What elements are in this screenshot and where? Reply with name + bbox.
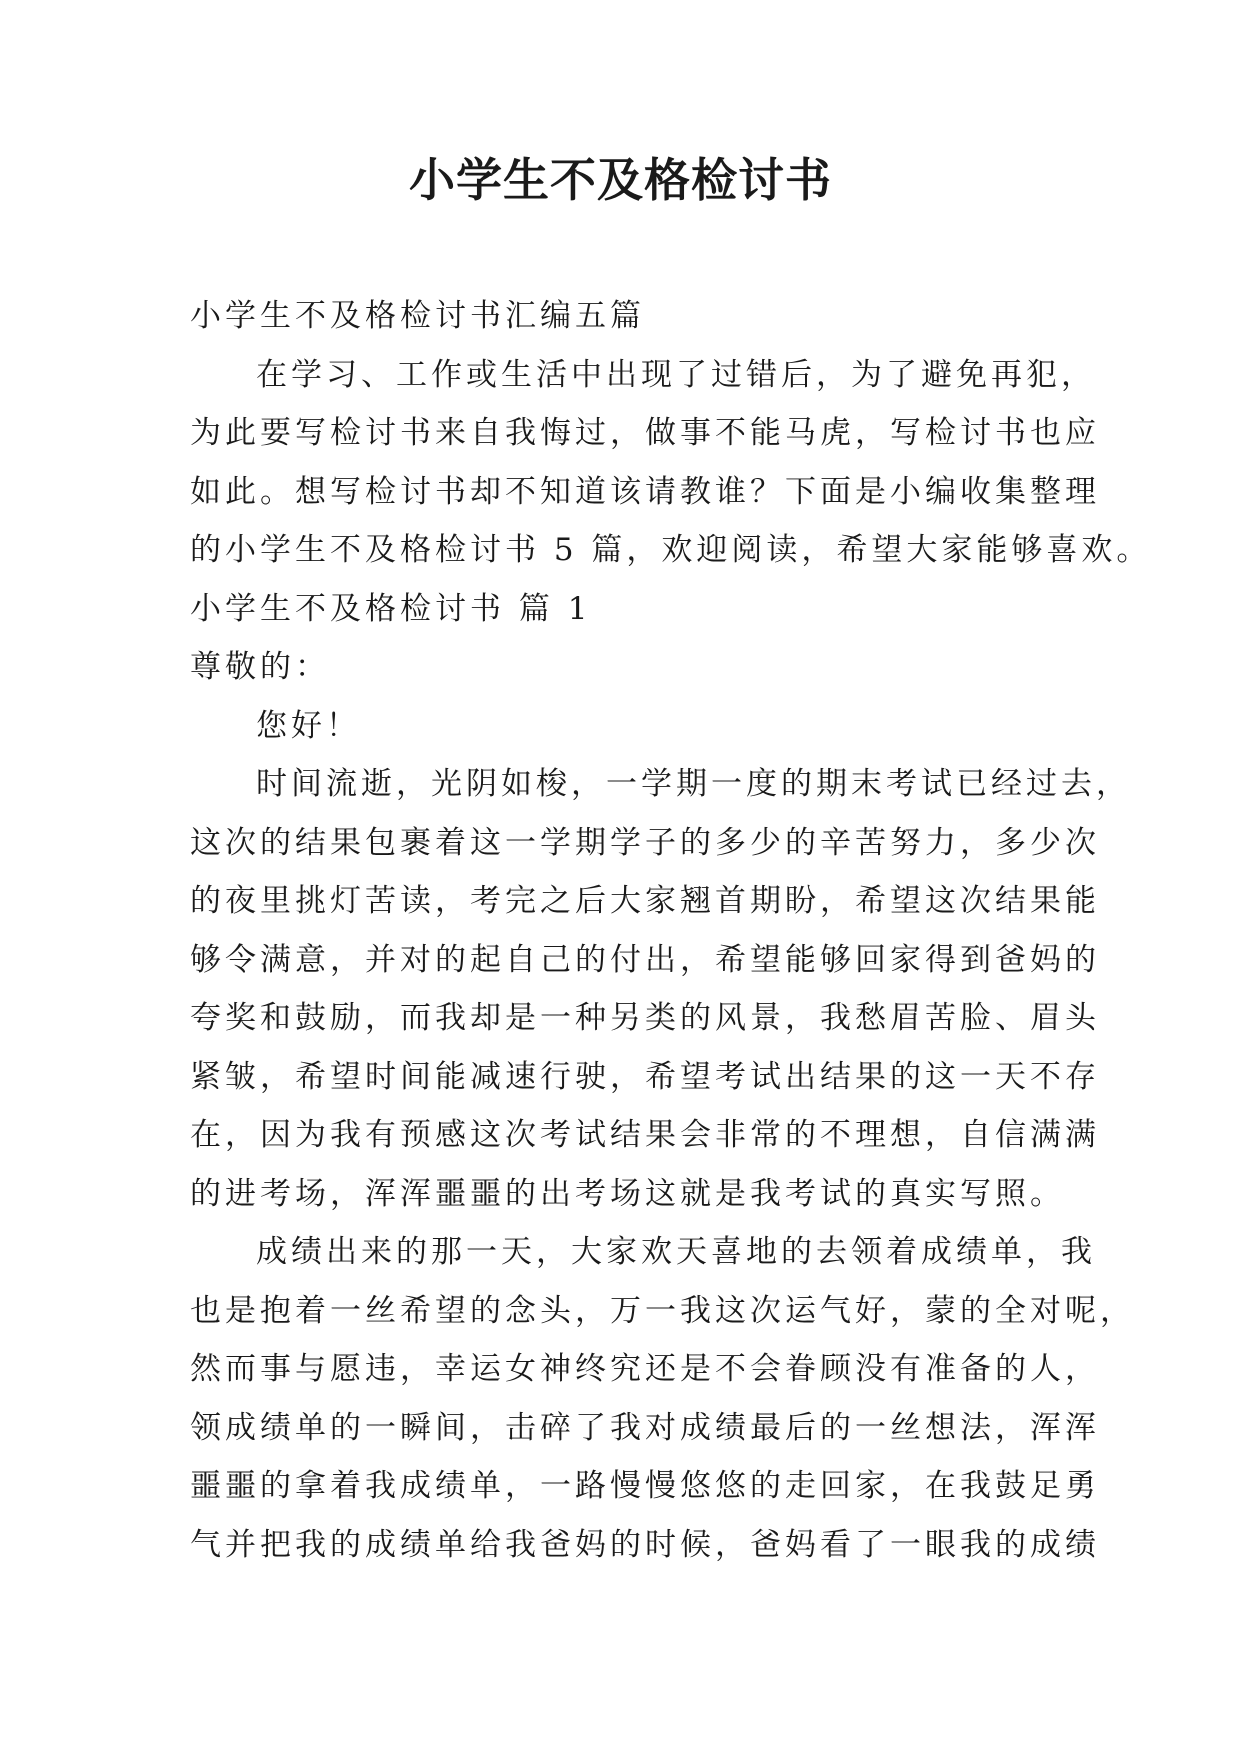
text-line: 您好！ — [256, 707, 361, 744]
text-line: 为此要写检讨书来自我悔过，做事不能马虎，写检讨书也应 — [190, 415, 1100, 451]
text-line: 成绩出来的那一天，大家欢天喜地的去领着成绩单，我 — [256, 1234, 1096, 1270]
document-body — [190, 287, 1152, 1574]
text-line: 在学习、工作或生活中出现了过错后，为了避免再犯， — [256, 356, 1096, 393]
text-line: 如此。想写检讨书却不知道该请教谁？下面是小编收集整理 — [190, 473, 1100, 510]
text-line: 紧皱，希望时间能减速行驶，希望考试出结果的这一天不存 — [190, 1058, 1100, 1095]
text-line: 小学生不及格检讨书汇编五篇 — [190, 298, 645, 334]
text-line: 时间流逝，光阴如梭，一学期一度的期末考试已经过去， — [256, 766, 1131, 802]
text-line: 在，因为我有预感这次考试结果会非常的不理想，自信满满 — [190, 1117, 1100, 1153]
text-line: 气并把我的成绩单给我爸妈的时候，爸妈看了一眼我的成绩 — [190, 1526, 1100, 1563]
text-line: 夸奖和鼓励，而我却是一种另类的风景，我愁眉苦脸、眉头 — [190, 1000, 1100, 1036]
text-line: 的夜里挑灯苦读，考完之后大家翘首期盼，希望这次结果能 — [190, 883, 1100, 919]
text-line: 领成绩单的一瞬间，击碎了我对成绩最后的一丝想法，浑浑 — [190, 1409, 1100, 1446]
text-line: 的小学生不及格检讨书 5 篇，欢迎阅读，希望大家能够喜欢。 — [190, 532, 1152, 568]
text-line: 噩噩的拿着我成绩单，一路慢慢悠悠的走回家，在我鼓足勇 — [190, 1468, 1100, 1504]
text-line: 够令满意，并对的起自己的付出，希望能够回家得到爸妈的 — [190, 941, 1100, 978]
text-line: 然而事与愿违，幸运女神终究还是不会眷顾没有准备的人， — [190, 1351, 1100, 1387]
text-line: 小学生不及格检讨书 篇 1 — [190, 590, 592, 627]
text-line: 也是抱着一丝希望的念头，万一我这次运气好，蒙的全对呢， — [190, 1292, 1135, 1329]
text-line: 这次的结果包裹着这一学期学子的多少的辛苦努力，多少次 — [190, 824, 1100, 861]
text-line: 的进考场，浑浑噩噩的出考场这就是我考试的真实写照。 — [190, 1175, 1065, 1212]
document-title: 小学生不及格检讨书 — [409, 153, 832, 207]
text-line: 尊敬的： — [190, 649, 330, 685]
